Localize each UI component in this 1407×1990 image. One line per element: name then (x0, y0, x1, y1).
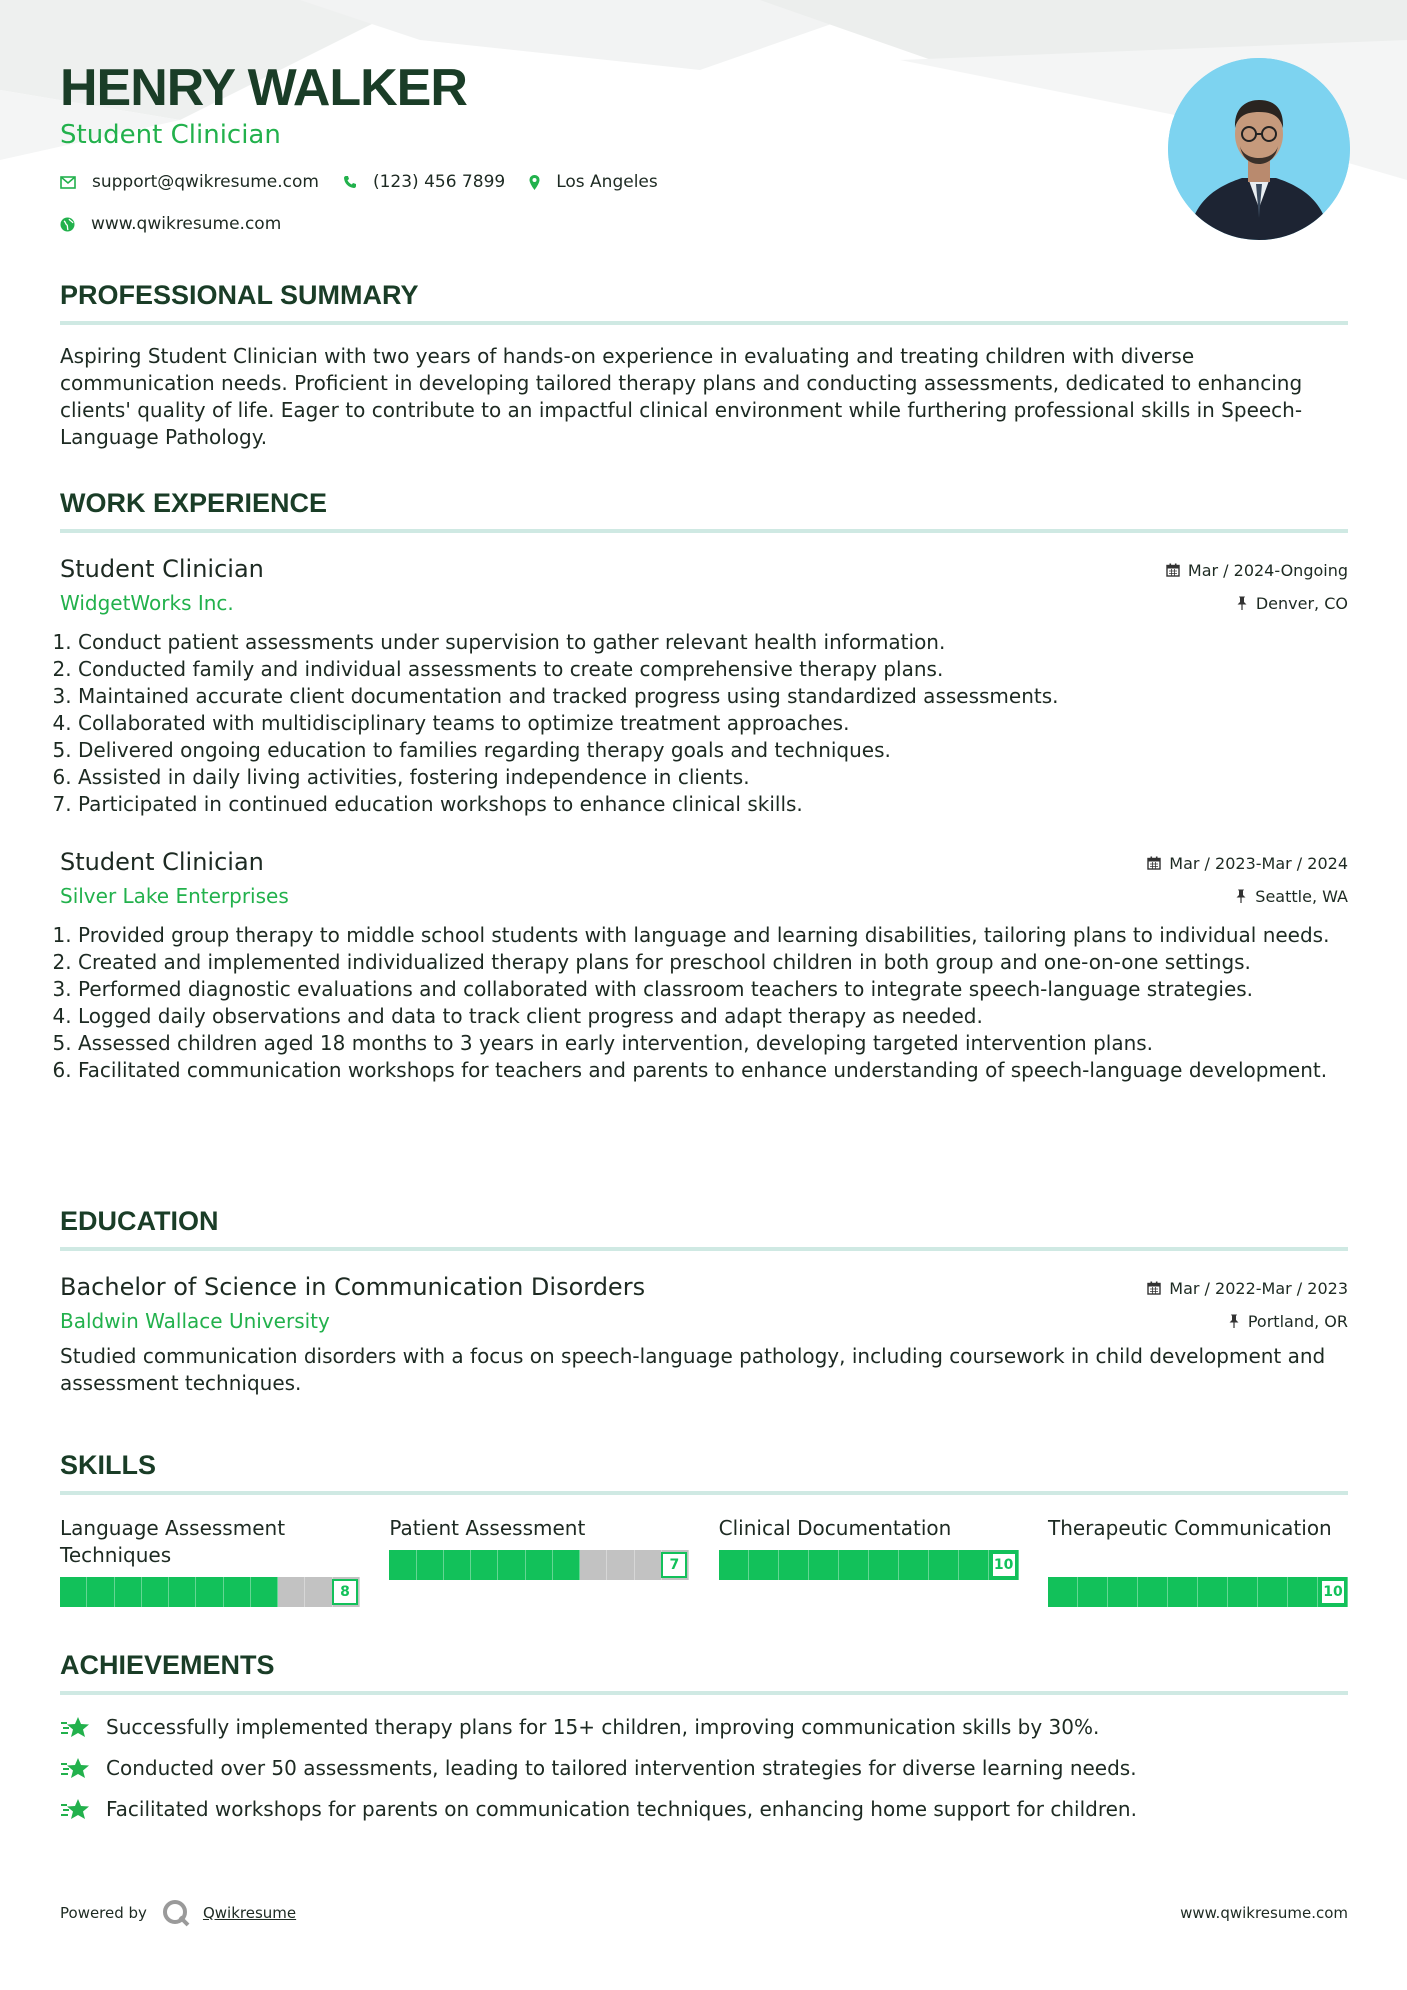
skill-bar-segment (899, 1550, 929, 1580)
skill-bar-segment (498, 1550, 525, 1580)
skill-name: Language Assessment Techniques (60, 1516, 286, 1567)
skill-bar-segment (115, 1577, 142, 1607)
skill-bar-segment (417, 1550, 444, 1580)
skill-bar (719, 1550, 1019, 1580)
job-entry (60, 848, 1348, 1084)
calendar-icon (1147, 856, 1161, 870)
skill-name: Therapeutic Communication (1047, 1516, 1332, 1540)
skill-bar-segment (929, 1550, 959, 1580)
skills-section (60, 1450, 1348, 1607)
skills-list (60, 1515, 1348, 1607)
education-section (60, 1206, 1348, 1397)
contact-phone[interactable] (343, 172, 505, 192)
qwikresume-link[interactable]: Qwikresume (202, 1904, 297, 1922)
list-item: 2. Conducted family and individual assessments to create comprehensive therapy plans. (78, 656, 1348, 683)
skill-bar-segment (142, 1577, 169, 1607)
achievements-section (60, 1650, 1348, 1821)
skill-bar-segment (526, 1550, 553, 1580)
skill-bar-segment (607, 1550, 634, 1580)
skill-level: 7 (661, 1552, 687, 1578)
achievement-text: Conducted over 50 assessments, leading to tailored intervention strategies for diverse learning needs. (106, 1756, 1137, 1780)
job-bullets (60, 922, 1348, 1084)
skill-bar-segment (959, 1550, 989, 1580)
skill-bar-segment (749, 1550, 779, 1580)
job-meta (1147, 852, 1348, 907)
contact-location (529, 172, 658, 192)
job-location: Denver, CO (1255, 593, 1348, 613)
achievement-item (60, 1797, 1348, 1821)
list-item: 3. Maintained accurate client documentation and tracked progress using standardized assessments. (78, 683, 1348, 710)
star-icon (60, 1715, 92, 1739)
skill-level: 8 (332, 1579, 358, 1605)
candidate-name: HENRY WALKER (60, 59, 467, 117)
degree-title: Bachelor of Science in Communication Disorders (60, 1273, 646, 1301)
phone-icon (343, 175, 357, 189)
contact-row (60, 172, 682, 192)
job-entry (60, 555, 1348, 818)
skill-bar-segment (809, 1550, 839, 1580)
skill-bar-segment (1138, 1577, 1168, 1607)
phone-text: (123) 456 7899 (372, 172, 506, 192)
star-icon (60, 1756, 92, 1780)
list-item: 5. Assessed children aged 18 months to 3 years in early intervention, developing targeted intervention plans. (78, 1030, 1348, 1057)
work-section (60, 488, 1348, 1084)
education-text: Studied communication disorders with a focus on speech-language pathology, including coursework in child development and assessment techniques. (60, 1344, 1326, 1395)
school-name: Baldwin Wallace University (60, 1309, 330, 1333)
skill-bar-segment (224, 1577, 251, 1607)
skill-bar-segment (553, 1550, 580, 1580)
location-text: Los Angeles (556, 172, 658, 192)
education-entry (60, 1273, 1348, 1397)
skill-item (389, 1515, 689, 1607)
powered-by-label: Powered by (60, 1904, 147, 1922)
skill-bar-segment (1108, 1577, 1138, 1607)
skill-bar-segment (251, 1577, 278, 1607)
list-item: 6. Assisted in daily living activities, fostering independence in clients. (78, 764, 1348, 791)
skill-bar-segment (719, 1550, 749, 1580)
website-text: www.qwikresume.com (91, 214, 282, 234)
work-heading: WORK EXPERIENCE (60, 488, 1348, 533)
calendar-icon (1147, 1281, 1161, 1295)
skill-bar-segment (1048, 1577, 1078, 1607)
education-dates: Mar / 2022-Mar / 2023 (1169, 1278, 1348, 1298)
skill-bar-segment (471, 1550, 498, 1580)
qwikresume-logo-icon (161, 1898, 191, 1928)
envelope-icon (60, 176, 76, 189)
skill-bar-segment (1258, 1577, 1288, 1607)
list-item: 5. Delivered ongoing education to families regarding therapy goals and techniques. (78, 737, 1348, 764)
contact-row-website (60, 214, 305, 234)
job-bullets (60, 629, 1348, 818)
pushpin-icon (1235, 889, 1247, 903)
skill-bar-segment (635, 1550, 662, 1580)
skill-bar-segment (389, 1550, 416, 1580)
skill-item (719, 1515, 1019, 1607)
achievement-item (60, 1715, 1348, 1739)
skill-bar-segment (839, 1550, 869, 1580)
achievements-heading: ACHIEVEMENTS (60, 1650, 1348, 1695)
list-item: 6. Facilitated communication workshops for teachers and parents to enhance understanding of speech-language development. (78, 1057, 1348, 1084)
email-text: support@qwikresume.com (92, 172, 319, 192)
job-title: Student Clinician (60, 555, 264, 583)
contact-email[interactable] (60, 172, 319, 192)
footer-url[interactable]: www.qwikresume.com (1180, 1904, 1348, 1922)
summary-heading: PROFESSIONAL SUMMARY (60, 280, 1348, 325)
skill-bar-segment (1078, 1577, 1108, 1607)
skill-bar-segment (278, 1577, 305, 1607)
education-meta (1147, 1277, 1348, 1332)
list-item: 4. Logged daily observations and data to track client progress and adapt therapy as needed. (78, 1003, 1348, 1030)
skill-bar-segment (305, 1577, 332, 1607)
skill-bar-segment (444, 1550, 471, 1580)
education-heading: EDUCATION (60, 1206, 1348, 1251)
skill-bar (1048, 1577, 1348, 1607)
list-item: 7. Participated in continued education workshops to enhance clinical skills. (78, 791, 1348, 818)
star-icon (60, 1797, 92, 1821)
skills-heading: SKILLS (60, 1450, 1348, 1495)
job-title: Student Clinician (60, 848, 264, 876)
footer (60, 1898, 1348, 1928)
education-location: Portland, OR (1247, 1311, 1348, 1331)
calendar-icon (1166, 563, 1180, 577)
list-item: 1. Conduct patient assessments under supervision to gather relevant health information. (78, 629, 1348, 656)
skill-bar-segment (1198, 1577, 1228, 1607)
contact-website[interactable] (60, 214, 281, 234)
job-company: WidgetWorks Inc. (60, 591, 234, 615)
skill-bar-segment (580, 1550, 607, 1580)
job-dates: Mar / 2024-Ongoing (1187, 560, 1348, 580)
skill-level: 10 (1320, 1579, 1346, 1605)
summary-text: Aspiring Student Clinician with two years of hands-on experience in evaluating and treating children with diverse communication needs. Proficient in developing tailored therapy plans and conducting assessments, dedicated to enhancing clients' quality of life. Eager to contribute to an impactful clinical environment while furthering professional skills in Speech-Language Pathology. (60, 344, 1303, 449)
skill-bar-segment (60, 1577, 87, 1607)
skill-level: 10 (991, 1552, 1017, 1578)
job-dates: Mar / 2023-Mar / 2024 (1169, 853, 1348, 873)
skill-bar-segment (1288, 1577, 1318, 1607)
skill-bar (389, 1550, 689, 1580)
skill-bar-segment (87, 1577, 114, 1607)
list-item: 1. Provided group therapy to middle school students with language and learning disabilities, tailoring plans to individual needs. (78, 922, 1348, 949)
skill-bar-segment (779, 1550, 809, 1580)
pushpin-icon (1228, 1314, 1240, 1328)
skill-name: Clinical Documentation (718, 1516, 952, 1540)
pushpin-icon (1236, 596, 1248, 610)
summary-section (60, 280, 1348, 451)
skill-bar-segment (196, 1577, 223, 1607)
skill-name: Patient Assessment (389, 1516, 586, 1540)
skill-item (60, 1515, 360, 1607)
list-item: 3. Performed diagnostic evaluations and collaborated with classroom teachers to integrate speech-language strategies. (78, 976, 1348, 1003)
skill-item (1048, 1515, 1348, 1607)
skill-bar (60, 1577, 360, 1607)
achievement-text: Successfully implemented therapy plans for 15+ children, improving communication skills by 30%. (106, 1715, 1100, 1739)
job-meta (1166, 559, 1348, 614)
list-item: 4. Collaborated with multidisciplinary teams to optimize treatment approaches. (78, 710, 1348, 737)
achievement-text: Facilitated workshops for parents on communication techniques, enhancing home support for children. (106, 1797, 1137, 1821)
globe-icon (60, 217, 75, 232)
avatar (1168, 58, 1350, 240)
job-company: Silver Lake Enterprises (60, 884, 289, 908)
skill-bar-segment (1168, 1577, 1198, 1607)
profile-photo (1168, 58, 1350, 240)
skill-bar-segment (169, 1577, 196, 1607)
achievement-item (60, 1756, 1348, 1780)
list-item: 2. Created and implemented individualized therapy plans for preschool children in both group and one-on-one settings. (78, 949, 1348, 976)
skill-bar-segment (869, 1550, 899, 1580)
skill-bar-segment (1228, 1577, 1258, 1607)
job-location: Seattle, WA (1255, 886, 1348, 906)
candidate-role: Student Clinician (60, 120, 281, 150)
map-pin-icon (529, 175, 540, 190)
